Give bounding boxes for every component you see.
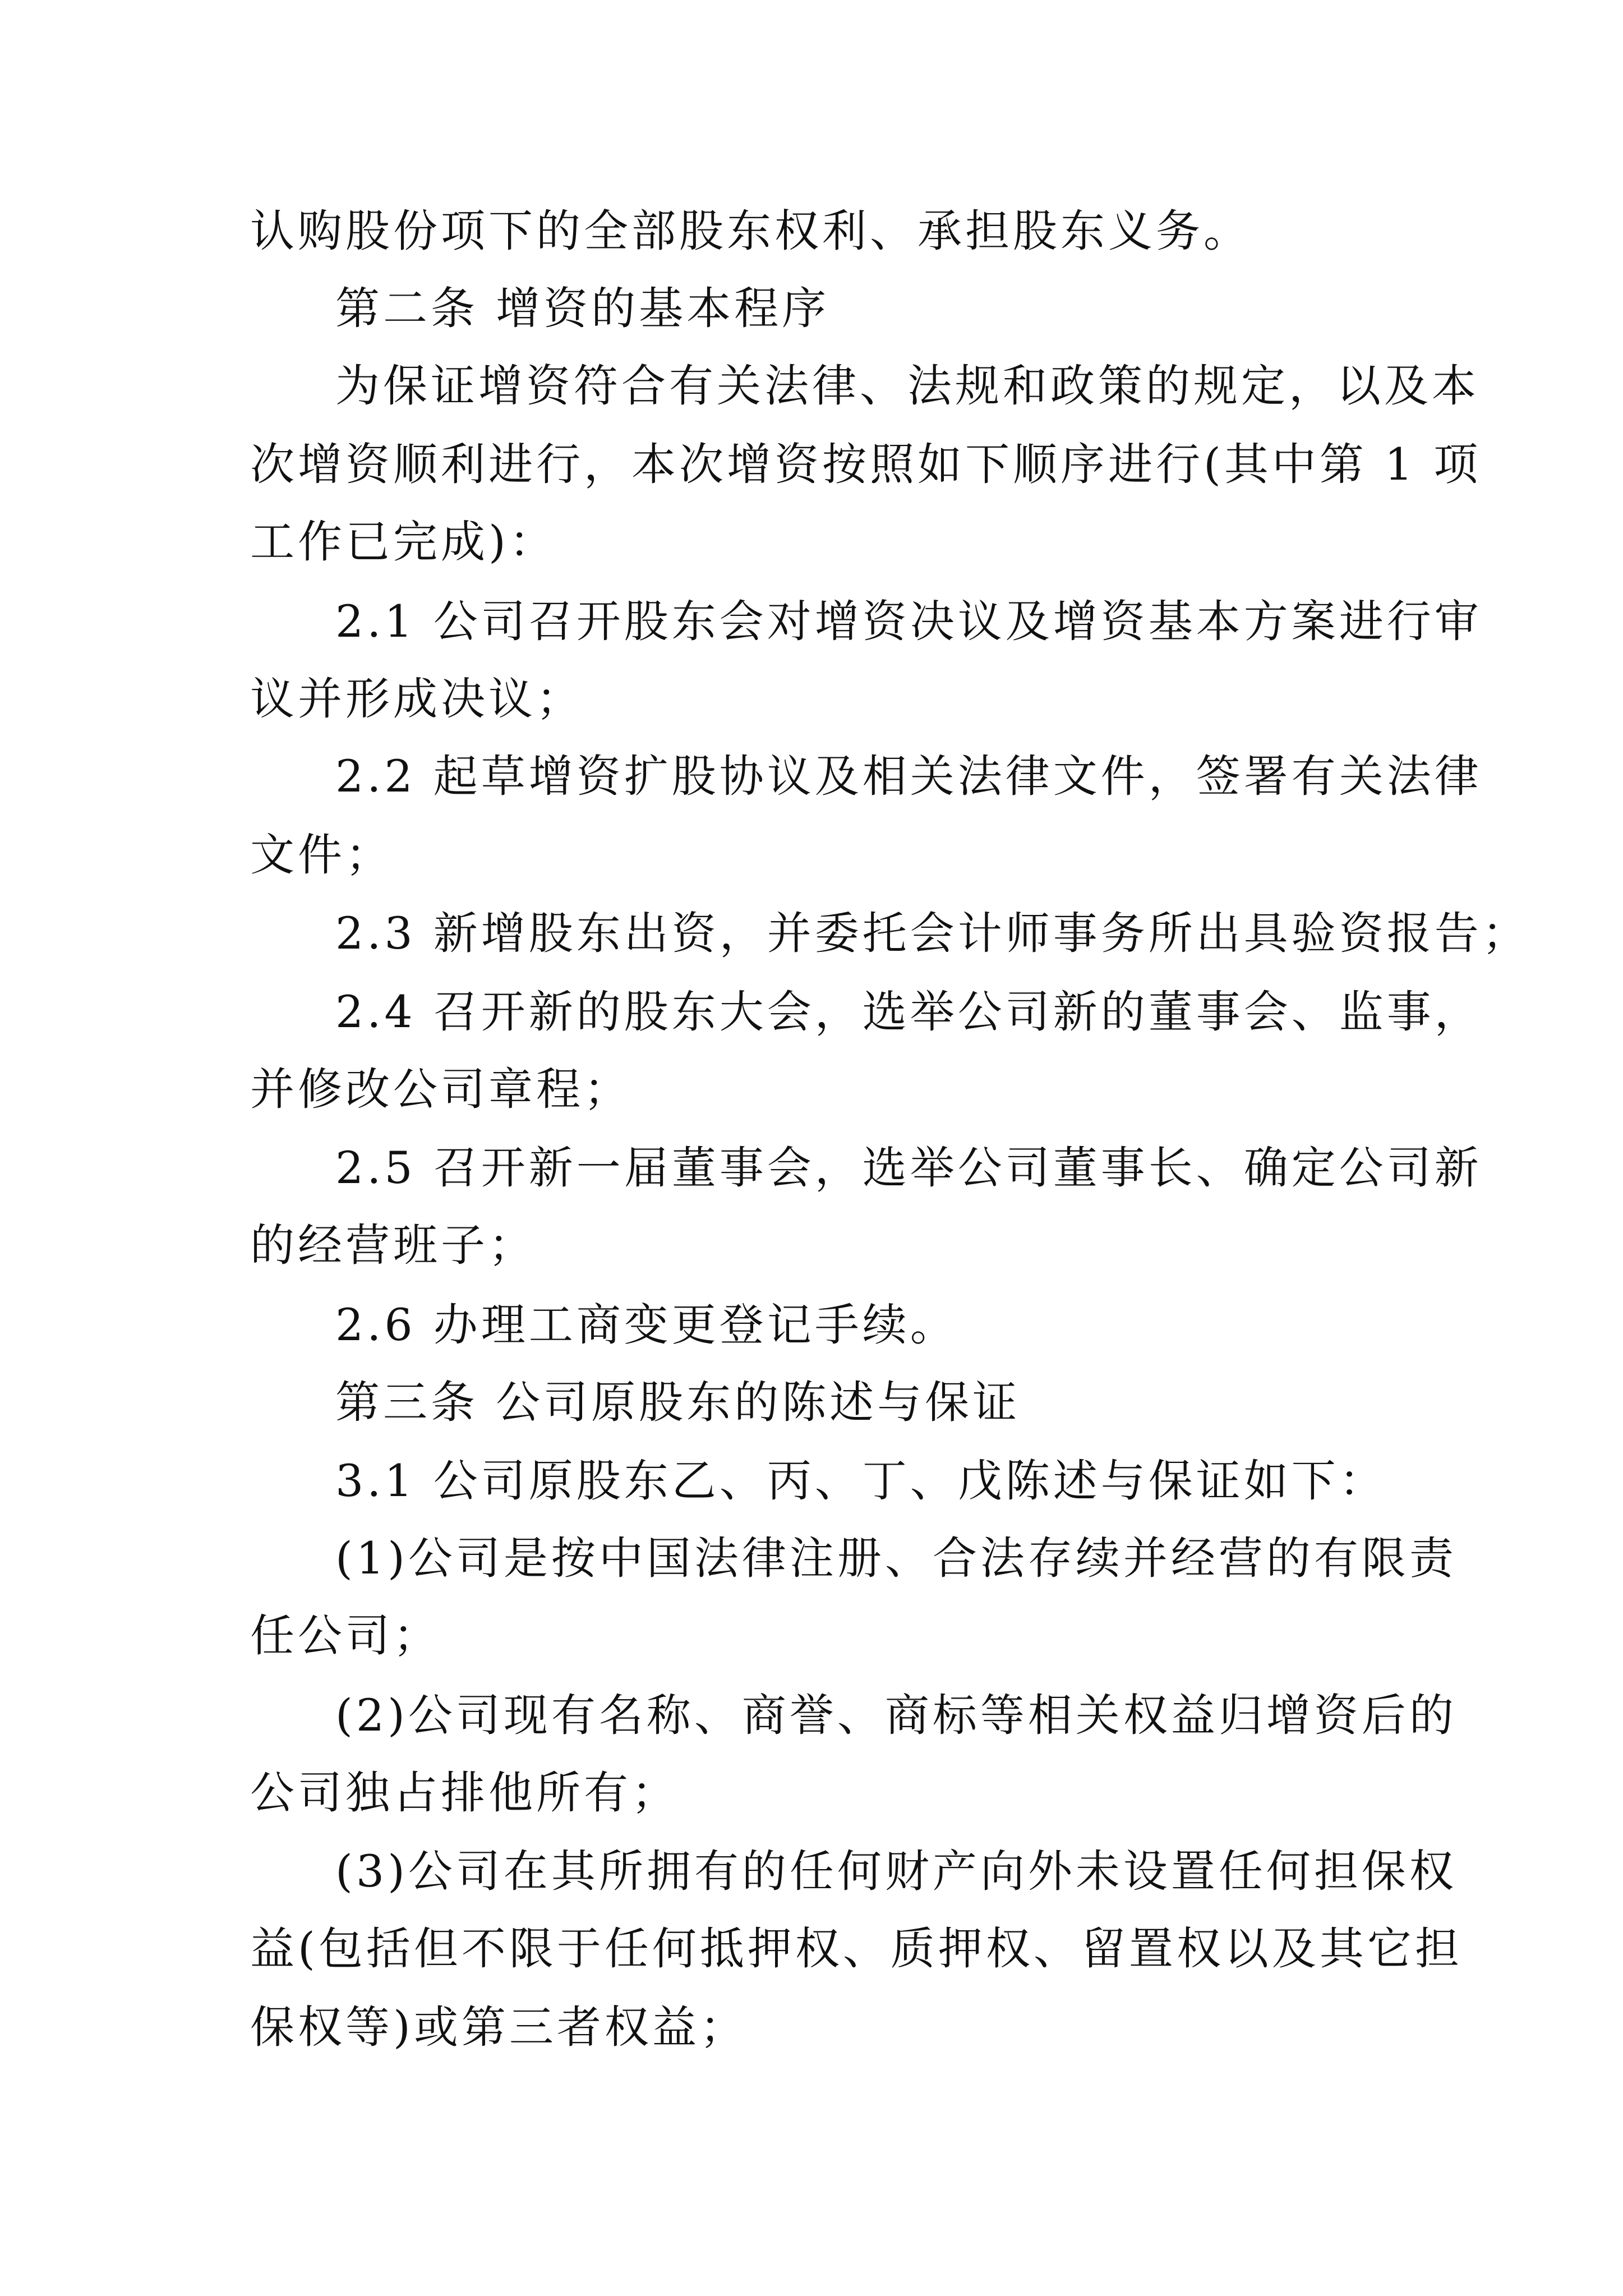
text-line: 为保证增资符合有关法律、法规和政策的规定，以及本 <box>335 360 1479 412</box>
list-item: 2.3 新增股东出资，并委托会计师事务所出具验资报告； <box>335 908 1530 959</box>
text-line: 益(包括但不限于任何抵押权、质押权、留置权以及其它担 <box>250 1923 1463 1975</box>
list-item: 2.1 公司召开股东会对增资决议及增资基本方案进行审 <box>335 596 1482 647</box>
text-line: 工作已完成)： <box>250 516 557 568</box>
list-item: 3.1 公司原股东乙、丙、丁、戊陈述与保证如下： <box>335 1455 1387 1507</box>
article-heading: 第二条 增资的基本程序 <box>335 283 830 334</box>
text-line: 议并形成决议； <box>250 673 584 725</box>
text-line: 认购股份项下的全部股东权利、承担股东义务。 <box>250 205 1251 257</box>
text-line: 任公司； <box>250 1610 441 1662</box>
list-item: (1)公司是按中国法律注册、合法存续并经营的有限责 <box>335 1533 1457 1584</box>
text-line: 保权等)或第三者权益； <box>250 2001 748 2053</box>
text-line: 次增资顺利进行，本次增资按照如下顺序进行(其中第 1 项 <box>250 439 1482 490</box>
text-line: 公司独占排他所有； <box>250 1767 679 1819</box>
list-item: 2.5 召开新一届董事会，选举公司董事长、确定公司新 <box>335 1142 1482 1194</box>
list-item: 2.2 起草增资扩股协议及相关法律文件，签署有关法律 <box>335 751 1482 802</box>
list-item: (3)公司在其所拥有的任何财产向外未设置任何担保权 <box>335 1846 1457 1897</box>
text-line: 的经营班子； <box>250 1220 536 1271</box>
text-line: 文件； <box>250 829 393 881</box>
list-item: 2.6 办理工商变更登记手续。 <box>335 1299 958 1351</box>
list-item: (2)公司现有名称、商誉、商标等相关权益归增资后的 <box>335 1690 1457 1741</box>
text-line: 并修改公司章程； <box>250 1064 631 1115</box>
article-heading: 第三条 公司原股东的陈述与保证 <box>335 1377 1021 1428</box>
list-item: 2.4 召开新的股东大会，选举公司新的董事会、监事， <box>335 986 1482 1038</box>
